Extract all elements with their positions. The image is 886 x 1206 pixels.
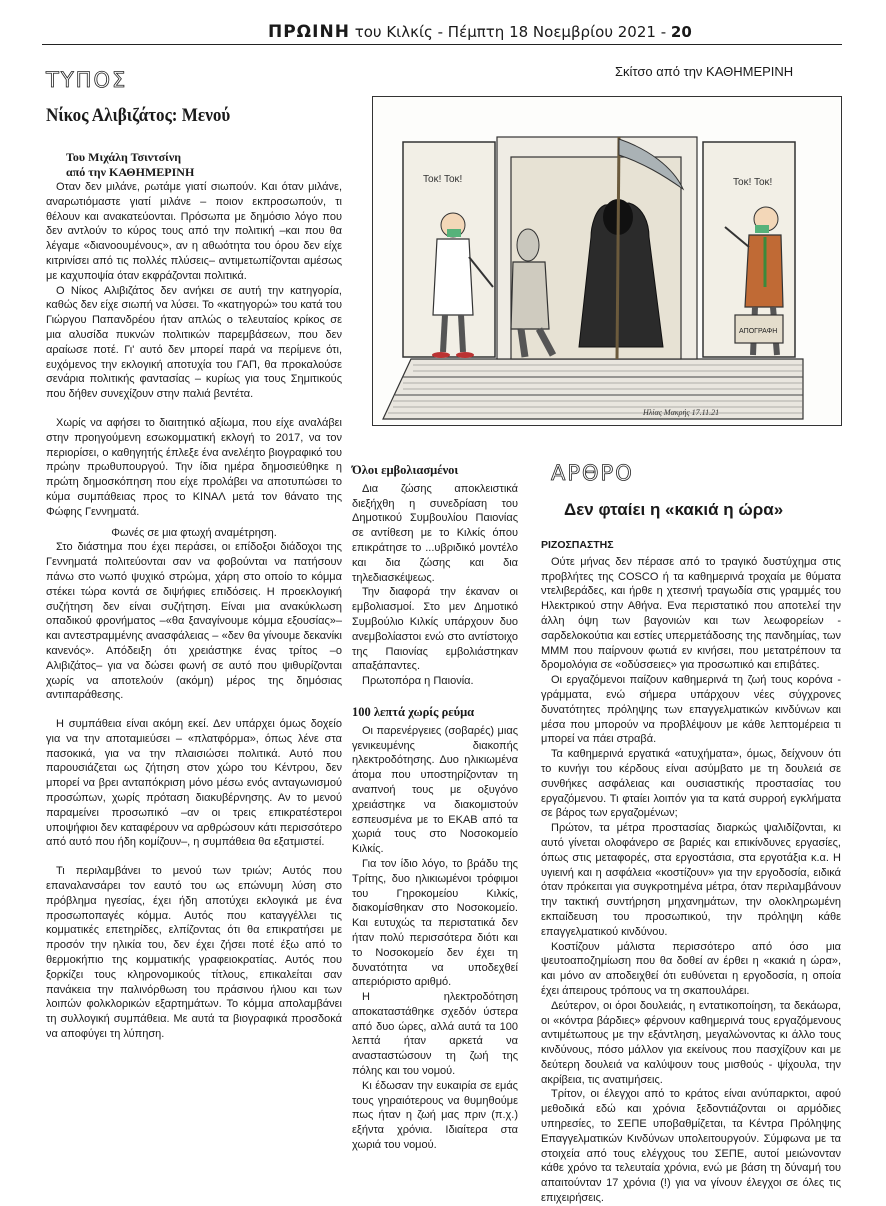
paragraph: Οταν δεν μιλάνε, ρωτάμε γιατί σιωπούν. Και όταν μιλάνε, αναρωτιόμαστε γιατί μιλάνε – ποιον εκπροσωπούν, τι θέλουν και ανακατεύονται. Πρόσωπα με δημόσιο λόγο που δεν αντλούν το κύρος τους από την πολιτική –και που θα λέγαμε «διανοουμένους», αν η αθωότητα του όρου δεν είχε κιτρινίσει από τις πολλές πλύσεις– αντιμετωπίζονται αμέσως με καχυποψία όταν εκφράζονται πολιτικά. — [46, 181, 342, 282]
paragraph: Οι εργαζόμενοι παίζουν καθημερινά τη ζωή τους κορόνα - γράμματα, ενώ σήμερα υπάρχουν νέες σύγχρονες δυνατότητες πρόληψης των επαγγελματικών κινδύνων και μέσα που μπορούν να προβλέψουν με κάθε λεπτομέρεια τι μπορεί να πάει στραβά. — [541, 674, 841, 746]
artist-signature: Ηλίας Μακρής 17.11.21 — [643, 408, 720, 417]
paragraph: Ούτε μήνας δεν πέρασε από το τραγικό δυστύχημα στις προβλήτες της COSCO ή τα καθημερινά τροχαία με θύματα ντελιβεράδες, και ήρθε η χτεσινή τραγωδία στις γραμμές του Ηλεκτρικού στην Αθήνα. Ενα περιστατικό που αποτελεί την άλλη όψη των βαγονιών και των λεωφορείων - σαρδελοκούτια και εστίες υπερμετάδοσης της πανδημίας, των ΜΜΜ που παίρνουν φωτιά εν κινήσει, που μετατρέπουν τα δρομολόγια σε «οδύσσειες» για προσωπικό και επιβάτες. — [541, 555, 841, 672]
header-rule — [42, 44, 842, 45]
briefcase-label: ΑΠΟΓΡΑΦΗ — [739, 328, 778, 335]
section-label-typos: ΤΥΠΟΣ — [46, 68, 128, 92]
header-dateline: του Κιλκίς - Πέμπτη 18 Νοεμβρίου 2021 - — [349, 23, 671, 41]
article-source: ΡΙΖΟΣΠΑΣΤΗΣ — [541, 539, 614, 551]
byline-source: από την ΚΑΘΗΜΕΡΙΝΗ — [66, 165, 195, 179]
page-header — [268, 22, 692, 42]
paragraph: Στο διάστημα που έχει περάσει, οι επίδοξοι διάδοχοι της Γεννηματά πολιτεύονται σαν να φοβούνται να πατήσουν πάνω στο νωπό ψυχικό στρώμα, χάρη στο οποίο το κόμμα στέκει τώρα κοντά σε διψήφιες επιδόσεις. Η προεκλογική συζήτηση δεν είναι συζήτηση. Είναι μια ανακύκλωση οπαδικού φρονήματος –«θα ξαναγίνουμε κόμμα εξουσίας»– και αντεστραμμένης ανασφάλειας – «δεν θα γίνουμε δεκανίκι κανενός». Απόδειξη ότι χρειάστηκε ένας τρίτος –ο Αλιβιζάτος– για να δώσει φωνή σε αυτό που ψιθυρίζονται χωρίς να αποτελούν (ακόμη) μέρος της δημόσιας αντιπαράθεσης. — [46, 541, 342, 702]
knock-right-text: Τοκ! Τοκ! — [733, 177, 773, 188]
paragraph: Η ηλεκτροδότηση αποκαταστάθηκε σχεδόν ύστερα από δυο ώρες, αλλά αυτά τα 100 λεπτά ήταν αρκετά να ανασταστώσουν τη ζωή της πόλης και του νομού. — [352, 991, 518, 1078]
article-title-alivizatos: Νίκος Αλιβιζάτος: Μενού — [46, 105, 231, 126]
page-number: 20 — [670, 23, 692, 41]
paragraph: Πρώτον, τα μέτρα προστασίας διαρκώς ψαλιδίζονται, κι αυτό γίνεται ολοφάνερο σε βαριές και επικίνδυνες εργασίες, όπως στις μεταφορές, στα εργοστάσια, στα εργοτάξια κ.α. Η υγιεινή και η ασφάλεια «κοστίζουν» για την εργοδοσία, ειδικά όταν πρόκειται για συγκροτημένα μέτρα, όταν περιλαμβάνουν την τακτική συντήρηση μηχανημάτων, την ολοκληρωμένη εκπαίδευση του προσωπικού, την πρόληψη κάθε επαγγελματικού κινδύνου. — [541, 822, 841, 938]
newspaper-brand: ΠΡΩΙΝΗ — [268, 22, 350, 42]
paragraph: Πρωτοπόρα η Παιονία. — [362, 675, 474, 688]
paragraph-heading: Φωνές σε μια φτωχή αναμέτρηση. — [111, 526, 277, 539]
article3-body — [541, 538, 841, 1206]
byline-author: Του Μιχάλη Τσιντσίνη — [66, 150, 182, 164]
paragraph: Η συμπάθεια είναι ακόμη εκεί. Δεν υπάρχει όμως δοχείο για να την αποταμιεύσει – «πλατφόρμα», όπως λένε στα πασοκικά, για να την πλαισιώσει πολιτικά. Αυτό που παρουσιάζεται ως ζήτηση στον χώρο του Κέντρου, δεν μπορεί να βρει ανταπόκριση μόνο μέσω ενός ανταγωνισμού προσώπων, χωρίς πρόταση διακυβέρνησης. Αν το μενού παραμείνει προσωπικό –αν οι τρεις επικρατέστεροι υποψήφιοι δεν καταφέρουν να αρθρώσουν κάτι περισσότερο από αυτό που ήδη κομίζουν–, η συμπάθεια θα εξατμιστεί. — [46, 718, 342, 849]
cartoon-drawing — [373, 97, 840, 424]
paragraph: Κοστίζουν μάλιστα περισσότερο από όσο μια ψευτοαποζημίωση που θα δοθεί αν έρθει η «κακιά η ώρα», και μόνο αν αποδειχθεί ότι ευθύνεται η εργοδοσία, η οποία έχει άπειρους τρόπους να τη σκαπουλάρει. — [541, 940, 841, 997]
cartoon-credit: Σκίτσο από την ΚΑΘΗΜΕΡΙΝΗ — [615, 64, 794, 79]
paragraph: Δια ζώσης αποκλειστικά διεξήχθη η συνεδρίαση του Δημοτικού Συμβουλίου Παιονίας σε αντίθεση με το Κιλκίς όπου επικράτησε το ...υβριδικό μοντέλο και δια ζώσης και δια τηλεδιασκέψεως. — [352, 482, 518, 584]
article-byline — [66, 150, 194, 180]
paragraph: Τρίτον, οι έλεγχοι από το κράτος είναι ανύπαρκτοι, αφού μεθοδικά εδώ και χρόνια ξεδοντιάζονται οι αρμόδιες υπηρεσίες, το ΣΕΠΕ υποβαθμίζεται, τα Κέντρα Πρόληψης Επαγγελματικών Κινδύνων υπολειτουργούν. Σύμφωνα με τα στοιχεία από τους ελέγχους του ΣΕΠΕ, αυτοί μειώνονταν κάθε χρόνο τα τελευταία χρόνια, ενώ με βάση τη δύναμή του απαιτούνταν 17 χρόνια (!) για να γίνουν έλεγχοι σε όλες τις επιχειρήσεις. — [541, 1088, 841, 1205]
paragraph: Χωρίς να αφήσει το διαιτητικό αξίωμα, που είχε αναλάβει στην προηγούμενη εσωκομματική εκλογή το 2017, να τον περιορίσει, ο καθηγητής έπλεξε ένα ανελέητο βιογραφικό του πρώην πρωθυπουργού. Την ίδια ημέρα δημοσιεύθηκε η πρώτη δημοσκόπηση που είχε προλάβει να αποτυπώσει το κύμα συμπάθειας προς το ΚΙΝΑΛ μετά τον θάνατο της Φώφης Γεννηματά. — [46, 416, 342, 518]
paragraph: Δεύτερον, οι όροι δουλειάς, η εντατικοποίηση, τα δεκάωρα, οι «κόντρα βάρδιες» φέρνουν καθημερινά τους εργαζόμενους αντιμέτωπους με την εξάντληση, μεγαλώνοντας κι άλλο τους κινδύνους, πόσο μάλλον για εκείνους που πασχίζουν και με δεύτερη δουλειά να καλύψουν τους μισθούς - ψίχουλα, την ακρίβεια, τις ανατιμήσεις. — [541, 999, 841, 1086]
cartoon-illustration — [372, 96, 842, 426]
paragraph: Κι έδωσαν την ευκαιρία σε εμάς τους γηραιότερους να θυμηθούμε πως ήταν η ζωή μας πριν (π.χ.) εξήντα χρόνια. Ιδιαίτερα στα χωριά του νομού. — [352, 1079, 518, 1152]
subhead-vaccinated: Όλοι εμβολιασμένοι — [352, 463, 459, 477]
paragraph: Την διαφορά την έκαναν οι εμβολιασμοί. Στο μεν Δημοτικό Συμβούλιο Κιλκίς υπάρχουν δυο ανεμβολίαστοι ενώ στο αντίστοιχο της Παιονίας εμβολιάστηκαν απαξάπαντες. — [352, 586, 518, 673]
paragraph: Οι παρενέργειες (σοβαρές) μιας γενικευμένης διακοπής ηλεκτροδότησης. Δυο ηλικιωμένα άτομα που υποστηρίζονταν τη αναπνοή τους με οξυγόνο χρειάστηκε να διακομιστούν εσπευσμένα με το ΕΚΑΒ από τα χωριά τους στο Νοσοκομείο Κιλκίς. — [352, 724, 518, 856]
paragraph: Τα καθημερινά εργατικά «ατυχήματα», όμως, δείχνουν ότι το κυνήγι του κέρδους είναι ασύμβατο με τη δουλειά σε συνθήκες ασφάλειας και ουσιαστικής προστασίας του εργαζόμενου. Τι φταίει λοιπόν για τα κατά συρροή εγκλήματα σε βάρος των εργαζομένων; — [541, 748, 841, 820]
paragraph: Για τον ίδιο λόγο, το βράδυ της Τρίτης, δυο ηλικιωμένοι τρόφιμοι του Γηροκομείου Κιλκίς, διακομίσθηκαν στο Νοσοκομείο. Και ευτυχώς τα περιστατικά δεν ήταν πολύ περισσότερα διότι και το Νοσοκομείο δεν έχει τη δυνατότητα να υποδεχθεί απεριόριστο αριθμό. — [352, 857, 518, 989]
local-news-column — [352, 463, 518, 1153]
knock-left-text: Τοκ! Τοκ! — [423, 174, 463, 185]
paragraph: Τι περιλαμβάνει το μενού των τριών; Αυτός που επαναλανσάρει τον εαυτό του ως επώνυμη λύση στο πρόβλημα ηγεσίας, έχει ήδη αποτύχει εκλογικά με ένα προσωποπαγές κόμμα. Αυτός που καταγγέλλει τις κομματικές επετηρίδες, ελπίζοντας ότι θα επικρατήσει με προσόν την ηλικία του, δεν έχει ζήσει ποτέ έξω από το θερμοκήπιο της κομματικής γραφειοκρατίας. Αυτός που ξορκίζει τους κληρονομικούς τίτλους, επικαλείται σαν πανάκεια την παλινόρθωση του πράσινου ήλιου και των λοιπών φολκλορικών εξαρτημάτων. Το κόμμα απολαμβάνει τη συλλογική συμπάθεια. Με αυτά τα βιογραφικά προσδοκά να αποφύγει τη λύπηση. — [46, 865, 342, 1041]
article-title-bad-hour: Δεν φταίει η «κακιά η ώρα» — [564, 500, 784, 519]
paragraph: Ο Νίκος Αλιβιζάτος δεν ανήκει σε αυτή την κατηγορία, καθώς δεν είχε σιωπή να λύσει. Το «κατηγορώ» του κατά του Γιώργου Παπανδρέου ήταν απλώς ο τελευταίος κρίκος σε μια αλυσίδα πυκνών πολιτικών παρεμβάσεων, που δεν αραίωσε ποτέ. Γι' αυτό δεν μπορεί παρά να περίμενε ότι, ευχόμενος την εκλογική αποτυχία του ΓΑΠ, θα προκαλούσε σενάρια πολιτικής φαντασίας – κυρίως για τους Σημιτικούς που δήθεν συνεχίζουν στην παλιά βεντέτα. — [46, 284, 342, 401]
article1-body — [46, 180, 342, 1042]
section-label-arthro: ΑΡΘΡΟ — [551, 461, 634, 485]
subhead-power-outage: 100 λεπτά χωρίς ρεύμα — [352, 704, 475, 719]
